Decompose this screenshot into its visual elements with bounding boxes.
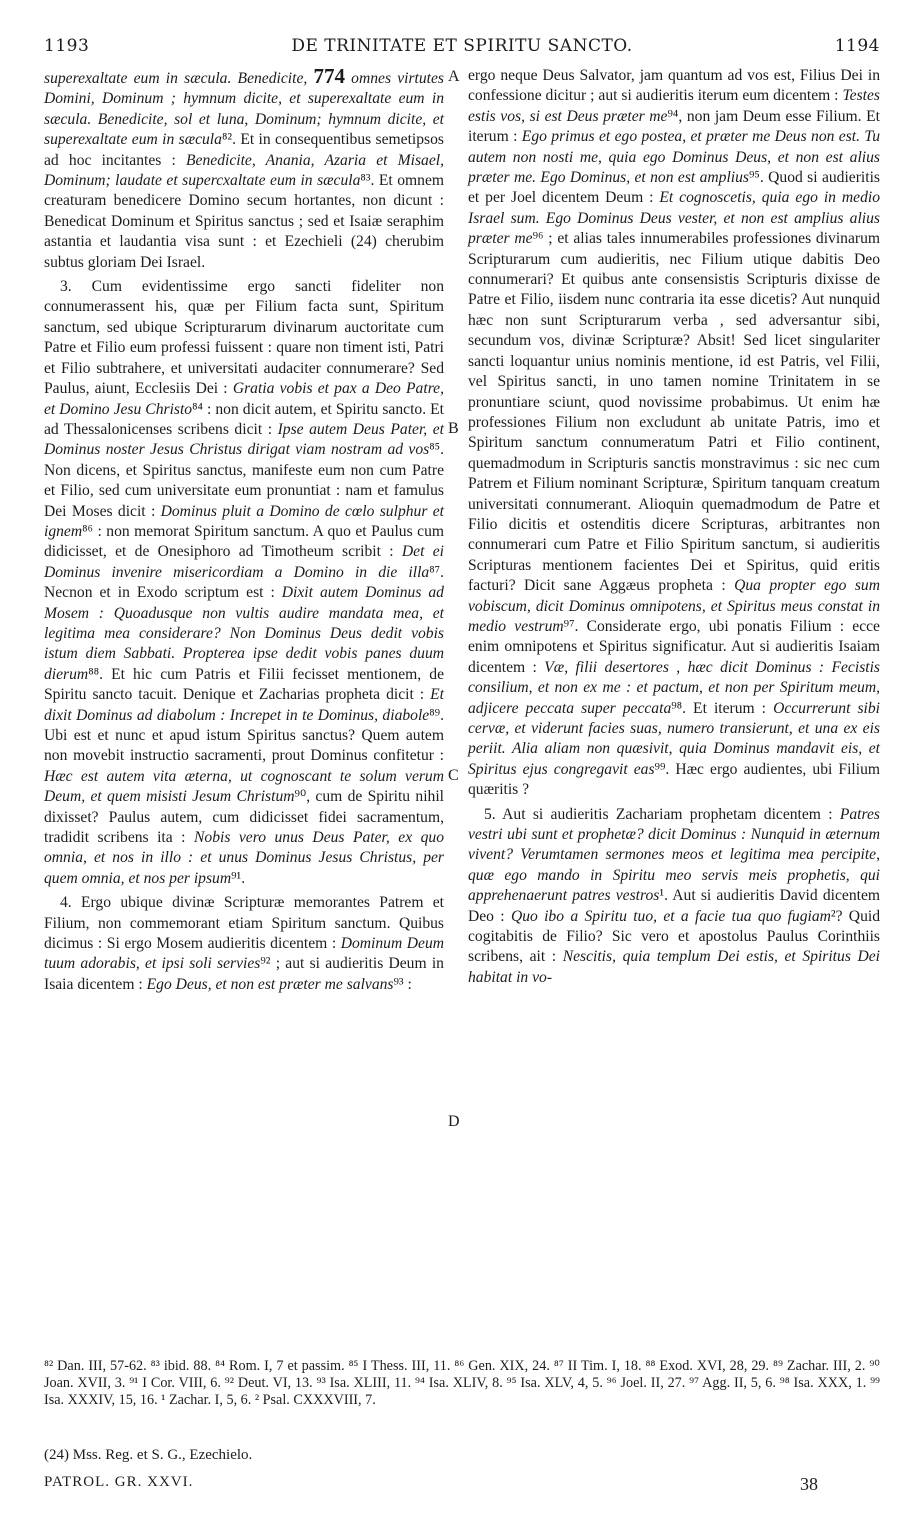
text-run: : [403, 975, 412, 993]
scripture-quote: Dominus pluit a Domino de cœlo sulphur et ignem [44, 502, 444, 540]
text-run: : non dicit autem, et Spiritu sancto. Et ad Thessalonicenses scribens dicit : [44, 400, 444, 438]
running-header [44, 36, 880, 62]
footnote-ref: ⁸² [221, 131, 233, 149]
scripture-quote: Gratia vobis et pax a Deo Patre, et Domino Jesu Christo [44, 380, 444, 418]
text-run: 3. Cum evidentissime ergo sancti fideliter non connumerassent his, quæ per Filium facta sunt, Spiritum sanctum, sed ubique Scripturarum divinarum auctoritate cum Patre et Filio eum professi fuissent : quare non timent isti, Patri et Filio subtrahere, et universitati audaciter connumerare? Sed Paulus, aiunt, Ecclesiis Dei : [44, 278, 444, 398]
scripture-quote: Benedicite, Anania, Azaria et Misael, Dominum; laudate et supercxaltate eum in sæcula [44, 151, 444, 190]
scripture-quote: Ego Deus, et non est præter me salvans [146, 975, 394, 993]
text-run: ? Quid cogitabitis de Filio? Sic vero et apostolus Paulus Corinthiis scribens, ait : [468, 907, 880, 966]
text-run: . Et hic cum Patris et Filii fecisset mentionem, de Spiritu sancto tacuit. Denique et Zacharias propheta dicit : [44, 665, 444, 704]
paragraph [44, 66, 444, 273]
text-run: ; aut si audieritis Deum in Isaia dicentem : [44, 955, 444, 993]
right-column [468, 66, 880, 988]
footnote-ref: ⁸⁶ [82, 522, 93, 540]
left-page-number: 1193 [44, 36, 90, 56]
scripture-quote: Patres vestri ubi sunt et prophetæ? dicit Dominus : Nunquid in æternum vivent? Verumtamen sermones meos et legitima mea percipite, quæ ego mando in Spiritu meo servis meis prophetis, qui apprehenaerunt patres vestros [468, 805, 880, 905]
text-run: 5. Aut si audieritis Zachariam prophetam dicentem : [484, 805, 840, 823]
text-run: . Ubi est et nunc et apud istum Spiritus sanctus? Quem autem non movebit instructio sacramenti, prout Dominus confitetur : [44, 706, 444, 765]
paragraph-5 [468, 805, 880, 989]
text-run: ergo neque Deus Salvator, jam quantum ad vos est, Filius Dei in confessione dicitur ; aut si audieritis iterum eum dicentem : [468, 67, 880, 105]
text-run: , cum de Spiritu nihil dixisset? Paulus autem, cum didicisset fidei sacramentum, tradidit scribens ita : [44, 788, 444, 847]
text-run: ; et alias tales innumerabiles professiones divinarum Scripturarum cum audieritis, nec Filium utique dabitis Deo connumerari? Et quibus ante consensistis Scripturis dixisse de Patre et Filio, iisdem nunc contraria ita esse dicetis? Aut nunquid hæc non sunt Scripturarum verba , sed adversantur sibi, secundum vos, divinæ Scripturæ? Absit! Sed licet singulariter sancti loquantur unius nominis mentione, id est Patris, vel Filii, vel Spiritus sancti, in uno tamen nomine Trinitatem in se pronuntiare sciunt, quod novissime probabimus. Ut enim hæ professiones Filium non excludunt ab unitate Patris, imo et Spiritum sanctum connumeratum Patri et Filio continent, quemadmodum in Scripturis sanctis monstravimus : sic nec cum Patrem et Filium nominant Scripturæ, Spiritum tanquam creatum universitati connumerant. Alioquin quemadmodum de Patre et Filio dicitis et ostenditis dicere Scripturas, arbitrantes non connumerari cum Patre et Filio Spiritum sanctum, si audieritis Scripturas mentionem facientes Dei et Spiritus, quid eritis facturi? Dicit sane Aggæus propheta : [468, 230, 881, 595]
scripture-quote: Et dixit Dominus ad diabolum : Increpet in te Dominus, diabole [44, 686, 444, 724]
scripture-quote: omnes virtutes Domini, Dominum ; hymnum dicite, et superexaltate eum in sæcula. Benedicite, sol et luna, Dominum; hymnum dicite, et superexaltate eum in sæcula [44, 70, 444, 149]
scripture-quote: superexaltate eum in sæcula. Benedicite, [44, 70, 314, 87]
footnote-ref: ⁹¹ [231, 869, 242, 887]
paragraph [468, 66, 880, 801]
paragraph-4 [44, 893, 444, 995]
scripture-quote: Occurrerunt sibi cervæ, et viderunt facies suas, numero transierunt, et una ex eis periit. Alia aliam non quæsivit, quia Dominus mandavit eis, et Spiritus ejus congregavit eas [468, 699, 881, 778]
column-number: 774 [313, 64, 345, 88]
scripture-quote: Nobis vero unus Deus Pater, ex quo omnia, et nos in illo : et unus Dominus Jesus Christus, per quem omnia, et nos per ipsum [44, 829, 444, 887]
text-run: : non memorat Spiritum sanctum. A quo et Paulus cum didicisset, et de Onesiphoro ad Timotheum scribit : [44, 522, 444, 561]
margin-mark-d: D [448, 1113, 460, 1130]
text-run: . Et in consequentibus semetipsos ad hoc incitantes : [44, 131, 444, 169]
scripture-quote: Dominum Deum tuum adorabis, et ipsi soli servies [44, 935, 445, 973]
text-run: . Et iterum : [682, 699, 774, 717]
footnote-ref: ⁹⁶ [532, 230, 544, 248]
text-run: . Considerate ergo, ubi ponatis Filium : ecce enim omnipotens et Spiritus significatur. Aut si audieritis Isaiam dicentem : [468, 617, 880, 676]
footnote-ref: ⁹³ [393, 975, 404, 993]
text-run: . [241, 869, 246, 887]
scripture-quote: Testes estis vos, si est Deus præter me [468, 87, 880, 125]
text-run: . Quod si audieritis et per Joel dicentem Deum : [468, 169, 880, 207]
footnote-ref: ⁹⁸ [671, 699, 683, 717]
scripture-quote: Nescitis, quia templum Dei estis, et Spiritus Dei habitat in vo- [468, 948, 880, 986]
right-page-number: 1194 [834, 36, 880, 56]
footnote-ref: ¹ [659, 887, 665, 905]
margin-mark-b: B [448, 420, 459, 437]
text-run: . Hæc ergo audientes, ubi Filium quæritis ? [468, 760, 880, 799]
scripture-quote: Ipse autem Deus Pater, et Dominus noster Jesus Christus dirigat viam nostram ad vos [44, 420, 444, 459]
series-signature: PATROL. GR. XXVI. [44, 1474, 194, 1490]
text-run: . Aut si audieritis David dicentem Deo : [468, 887, 880, 925]
text-run: . Non dicens, et Spiritus sanctus, manifeste eum non cum Patre et Filio, sed cum universitate eum pronuntiat : nam et famulus Dei Moses dicit : [44, 441, 444, 520]
text-run: , non jam Deum esse Filium. Et iterum : [468, 107, 880, 146]
scripture-quote: Det ei Dominus invenire misericordiam a Domino in die illa [44, 543, 444, 581]
footnotes: ⁸² Dan. III, 57-62. ⁸³ ibid. 88. ⁸⁴ Rom. I, 7 et passim. ⁸⁵ I Thess. III, 11. ⁸⁶ Gen. XIX, 24. ⁸⁷ II Tim. I, 18. ⁸⁸ Exod. XVI, 28, 29. ⁸⁹ Zachar. III, 2. ⁹⁰ Joan. XVII, 3. ⁹¹ I Cor. VIII, 6. ⁹² Deut. VI, 13. ⁹³ Isa. XLIII, 11. ⁹⁴ Isa. XLIV, 8. ⁹⁵ Isa. XLV, 4, 5. ⁹⁶ Joel. II, 27. ⁹⁷ Agg. II, 5, 6. ⁹⁸ Isa. XXX, 1. ⁹⁹ Isa. XXXIV, 15, 16. ¹ Zachar. I, 5, 6. ² Psal. CXXXVIII, 7. [44, 1358, 880, 1408]
scripture-quote: Ego primus et ego postea, et præter me Deus non est. Tu autem non nosti me, quia ego Dominus Deus, et non est alius præter me. Ego Dominus, et non est amplius [468, 128, 881, 187]
footnote-ref: ⁸⁷ [429, 563, 441, 581]
sheet-number: 38 [800, 1474, 818, 1494]
text-run: . Et omnem creaturam benedicere Domino secum hortantes, non dicunt : Benedicat Dominum et Spiritus sanctus ; sed et Isaiæ seraphim astantia et laudantia visa sunt : et Ezechieli (24) cherubim subtus gloriam Dei Israel. [44, 172, 444, 271]
text-run: 4. Ergo ubique divinæ Scripturæ memorantes Patrem et Filium, non commemorant etiam Spiritum sanctum. Quibus dicimus : Si ergo Mosem audieritis dicentem : [44, 894, 444, 953]
scripture-quote: Hæc est autem vita æterna, ut cognoscant te solum verum Deum, et quem misisti Jesum Christum [44, 767, 444, 806]
scripture-quote: Dixit autem Dominus ad Mosem : Quoadusque non vultis audire mandata mea, et legitima mea considerare? Non Dominus Deus dedit vobis istum diem Sabbati. Propterea ipse dedit vobis panes duum dierum [44, 584, 444, 683]
footnote-ref: ⁸⁸ [88, 665, 100, 683]
scripture-quote: Qua propter ego sum vobiscum, dicit Dominus omnipotens, et Spiritus meus constat in medio vestrum [468, 577, 880, 635]
footnote-ref: ⁸⁹ [429, 706, 441, 724]
left-column [44, 66, 444, 995]
running-title: DE TRINITATE ET SPIRITU SANCTO. [291, 36, 633, 56]
footnote-ref: ⁸⁵ [429, 441, 441, 459]
footnote-ref: ⁹⁷ [563, 617, 575, 635]
footnote-ref: ⁹² [260, 955, 271, 973]
scripture-quote: Quo ibo a Spiritu tuo, et a facie tua quo fugiam [510, 907, 831, 925]
footnote-ref: ⁹⁴ [667, 107, 679, 125]
footnote-ref: ⁸³ [360, 172, 371, 190]
footnote-ref: ⁸⁴ [192, 400, 203, 418]
variant-note: (24) Mss. Reg. et S. G., Ezechielo. [44, 1447, 253, 1463]
paragraph-3 [44, 277, 444, 889]
footnote-ref: ⁹⁹ [654, 760, 666, 778]
scripture-quote: Væ, filii desertores , hæc dicit Dominus : Fecistis consilium, et non ex me : et pactum, et non per Spiritum meum, adjicere peccata super peccata [468, 658, 880, 717]
footnote-ref: ² [830, 907, 836, 925]
margin-mark-a: A [448, 68, 460, 85]
text-run: . Necnon et in Exodo scriptum est : [44, 563, 444, 602]
footnote-ref: ⁹⁵ [749, 169, 760, 187]
footnote-ref: ⁹⁰ [294, 788, 307, 806]
scripture-quote: Et cognoscetis, quia ego in medio Israel sum. Ego Dominus Deus vester, et non est amplius alius præter me [468, 189, 880, 248]
margin-mark-c: C [448, 767, 459, 784]
